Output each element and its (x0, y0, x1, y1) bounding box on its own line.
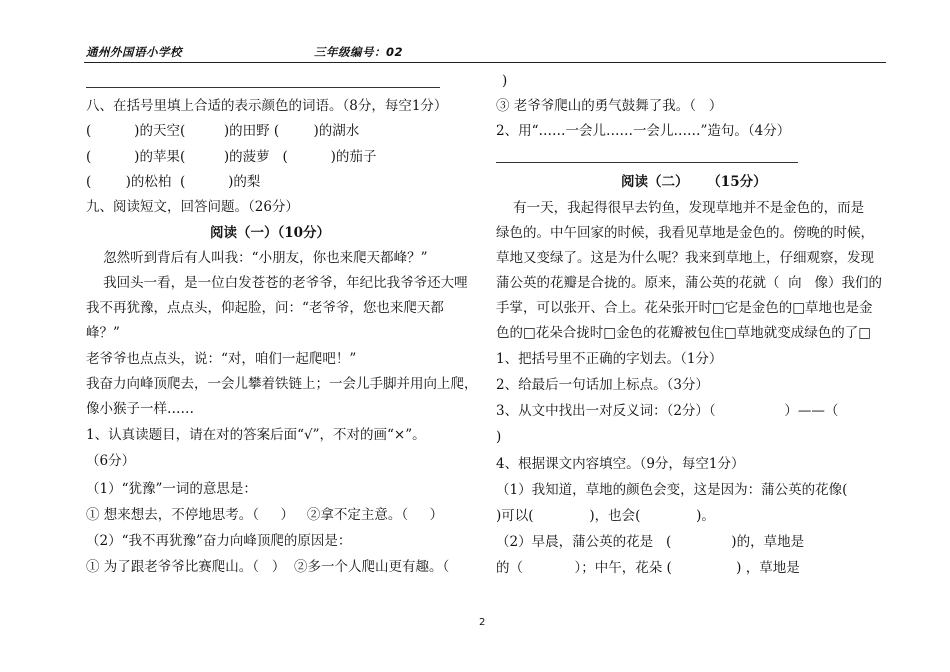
passage-1-line: 我不再犹豫，点点头，仰起脸，问：“老爷爷，您也来爬天都 (86, 300, 444, 316)
reading-2-q4-1-cont: )可以( )，也会( )。 (496, 508, 715, 524)
reading-1-q1-3: ③ 老爷爷爬山的勇气鼓舞了我。（ ） (496, 98, 723, 114)
school-name: 通州外国语小学校 (86, 45, 182, 59)
reading-1-q1-1-options: ① 想来想去，不停地思考。（ ） ②拿不定主意。（ ） (86, 507, 444, 523)
reading-2-q4-2-cont: 的（ ）；中午，花朵 ( ) ，草地是 (496, 560, 800, 576)
reading-2-q2: 2、给最后一句话加上标点。（3分） (496, 377, 709, 393)
passage-2-line: 草地又变绿了。这是为什么呢？我来到草地上，仔细观察，发现 (496, 250, 874, 266)
passage-2-line: 有一天，我起得很早去钓鱼，发现草地并不是金色的，而是 (496, 200, 865, 216)
q8-row-1: ( )的天空( )的田野 ( )的湖水 (86, 123, 360, 139)
reading-1-q2: 2、用“……一会儿……一会儿……”造句。（4分） (496, 123, 791, 139)
q8-row-3: ( )的松柏 ( )的梨 (86, 174, 261, 190)
reading-1-q1-2-options: ① 为了跟老爷爷比赛爬山。（ ） ②多一个人爬山更有趣。（ (86, 559, 450, 575)
passage-1-line: 我回头一看，是一位白发苍苍的老爷爷，年纪比我爷爷还大哩 (86, 275, 468, 291)
passage-1-line: 忽然听到背后有人叫我：“小朋友，你也来爬天都峰？” (86, 250, 428, 266)
q8-title: 八、在括号里填上合适的表示颜色的词语。（8分，每空1分） (86, 98, 448, 114)
answer-line (496, 162, 798, 163)
reading-1-q1: 1、认真读题目，请在对的答案后面“√”，不对的画“×”。 (86, 427, 426, 443)
passage-2-line: 色的□花朵合拢时□金色的花瓣被包住□草地就变成绿色的了□ (496, 325, 872, 341)
passage-2-line: 手掌，可以张开、合上。花朵张开时□它是金色的□草地也是金 (496, 300, 873, 316)
reading-1-q1-1: （1）“犹豫”一词的意思是： (86, 481, 257, 497)
header-rule (84, 62, 886, 63)
reading-1-q1-score: （6分） (86, 453, 136, 469)
q9-title: 九、阅读短文，回答问题。（26分） (86, 199, 299, 215)
continuation-bracket: ) (502, 73, 508, 89)
passage-2-line: 绿色的。中午回家的时候，我看见草地是金色的。傍晚的时候， (496, 225, 874, 241)
passage-1-line: 我奋力向峰顶爬去，一会儿攀着铁链上；一会儿手脚并用向上爬， (86, 376, 478, 392)
passage-1-line: 峰？” (86, 325, 120, 341)
reading-2-q3: 3、从文中找出一对反义词：（2分）（ ）——（ (496, 403, 839, 419)
reading-1-q1-2: （2）“我不再犹豫”奋力向峰顶爬的原因是： (86, 533, 352, 549)
reading-2-title: 阅读（二） （15分） (621, 174, 767, 190)
q8-row-2: ( )的苹果( )的菠萝 ( )的茄子 (86, 149, 377, 165)
reading-2-q1: 1、把括号里不正确的字划去。（1分） (496, 351, 723, 367)
reading-2-q4-2: （2）早晨，蒲公英的花是 ( )的，草地是 (496, 534, 805, 550)
grade-code: 三年级编号：02 (314, 45, 404, 59)
passage-2-line: 蒲公英的花瓣是合拢的。原来，蒲公英的花就（ 向 像）我们的 (496, 275, 882, 291)
reading-2-q3-bracket: ) (496, 429, 502, 445)
page-number: 2 (479, 617, 486, 628)
passage-1-line: 像小猴子一样…… (86, 401, 194, 417)
reading-2-q4: 4、根据课文内容填空。（9分，每空1分） (496, 456, 745, 472)
passage-1-line: 老爷爷也点点头，说：“对，咱们一起爬吧！” (86, 351, 357, 367)
answer-line (86, 87, 440, 88)
reading-1-title: 阅读（一）（10分） (210, 225, 331, 241)
reading-2-q4-1: （1）我知道，草地的颜色会变，这是因为：蒲公英的花像( (496, 482, 848, 498)
